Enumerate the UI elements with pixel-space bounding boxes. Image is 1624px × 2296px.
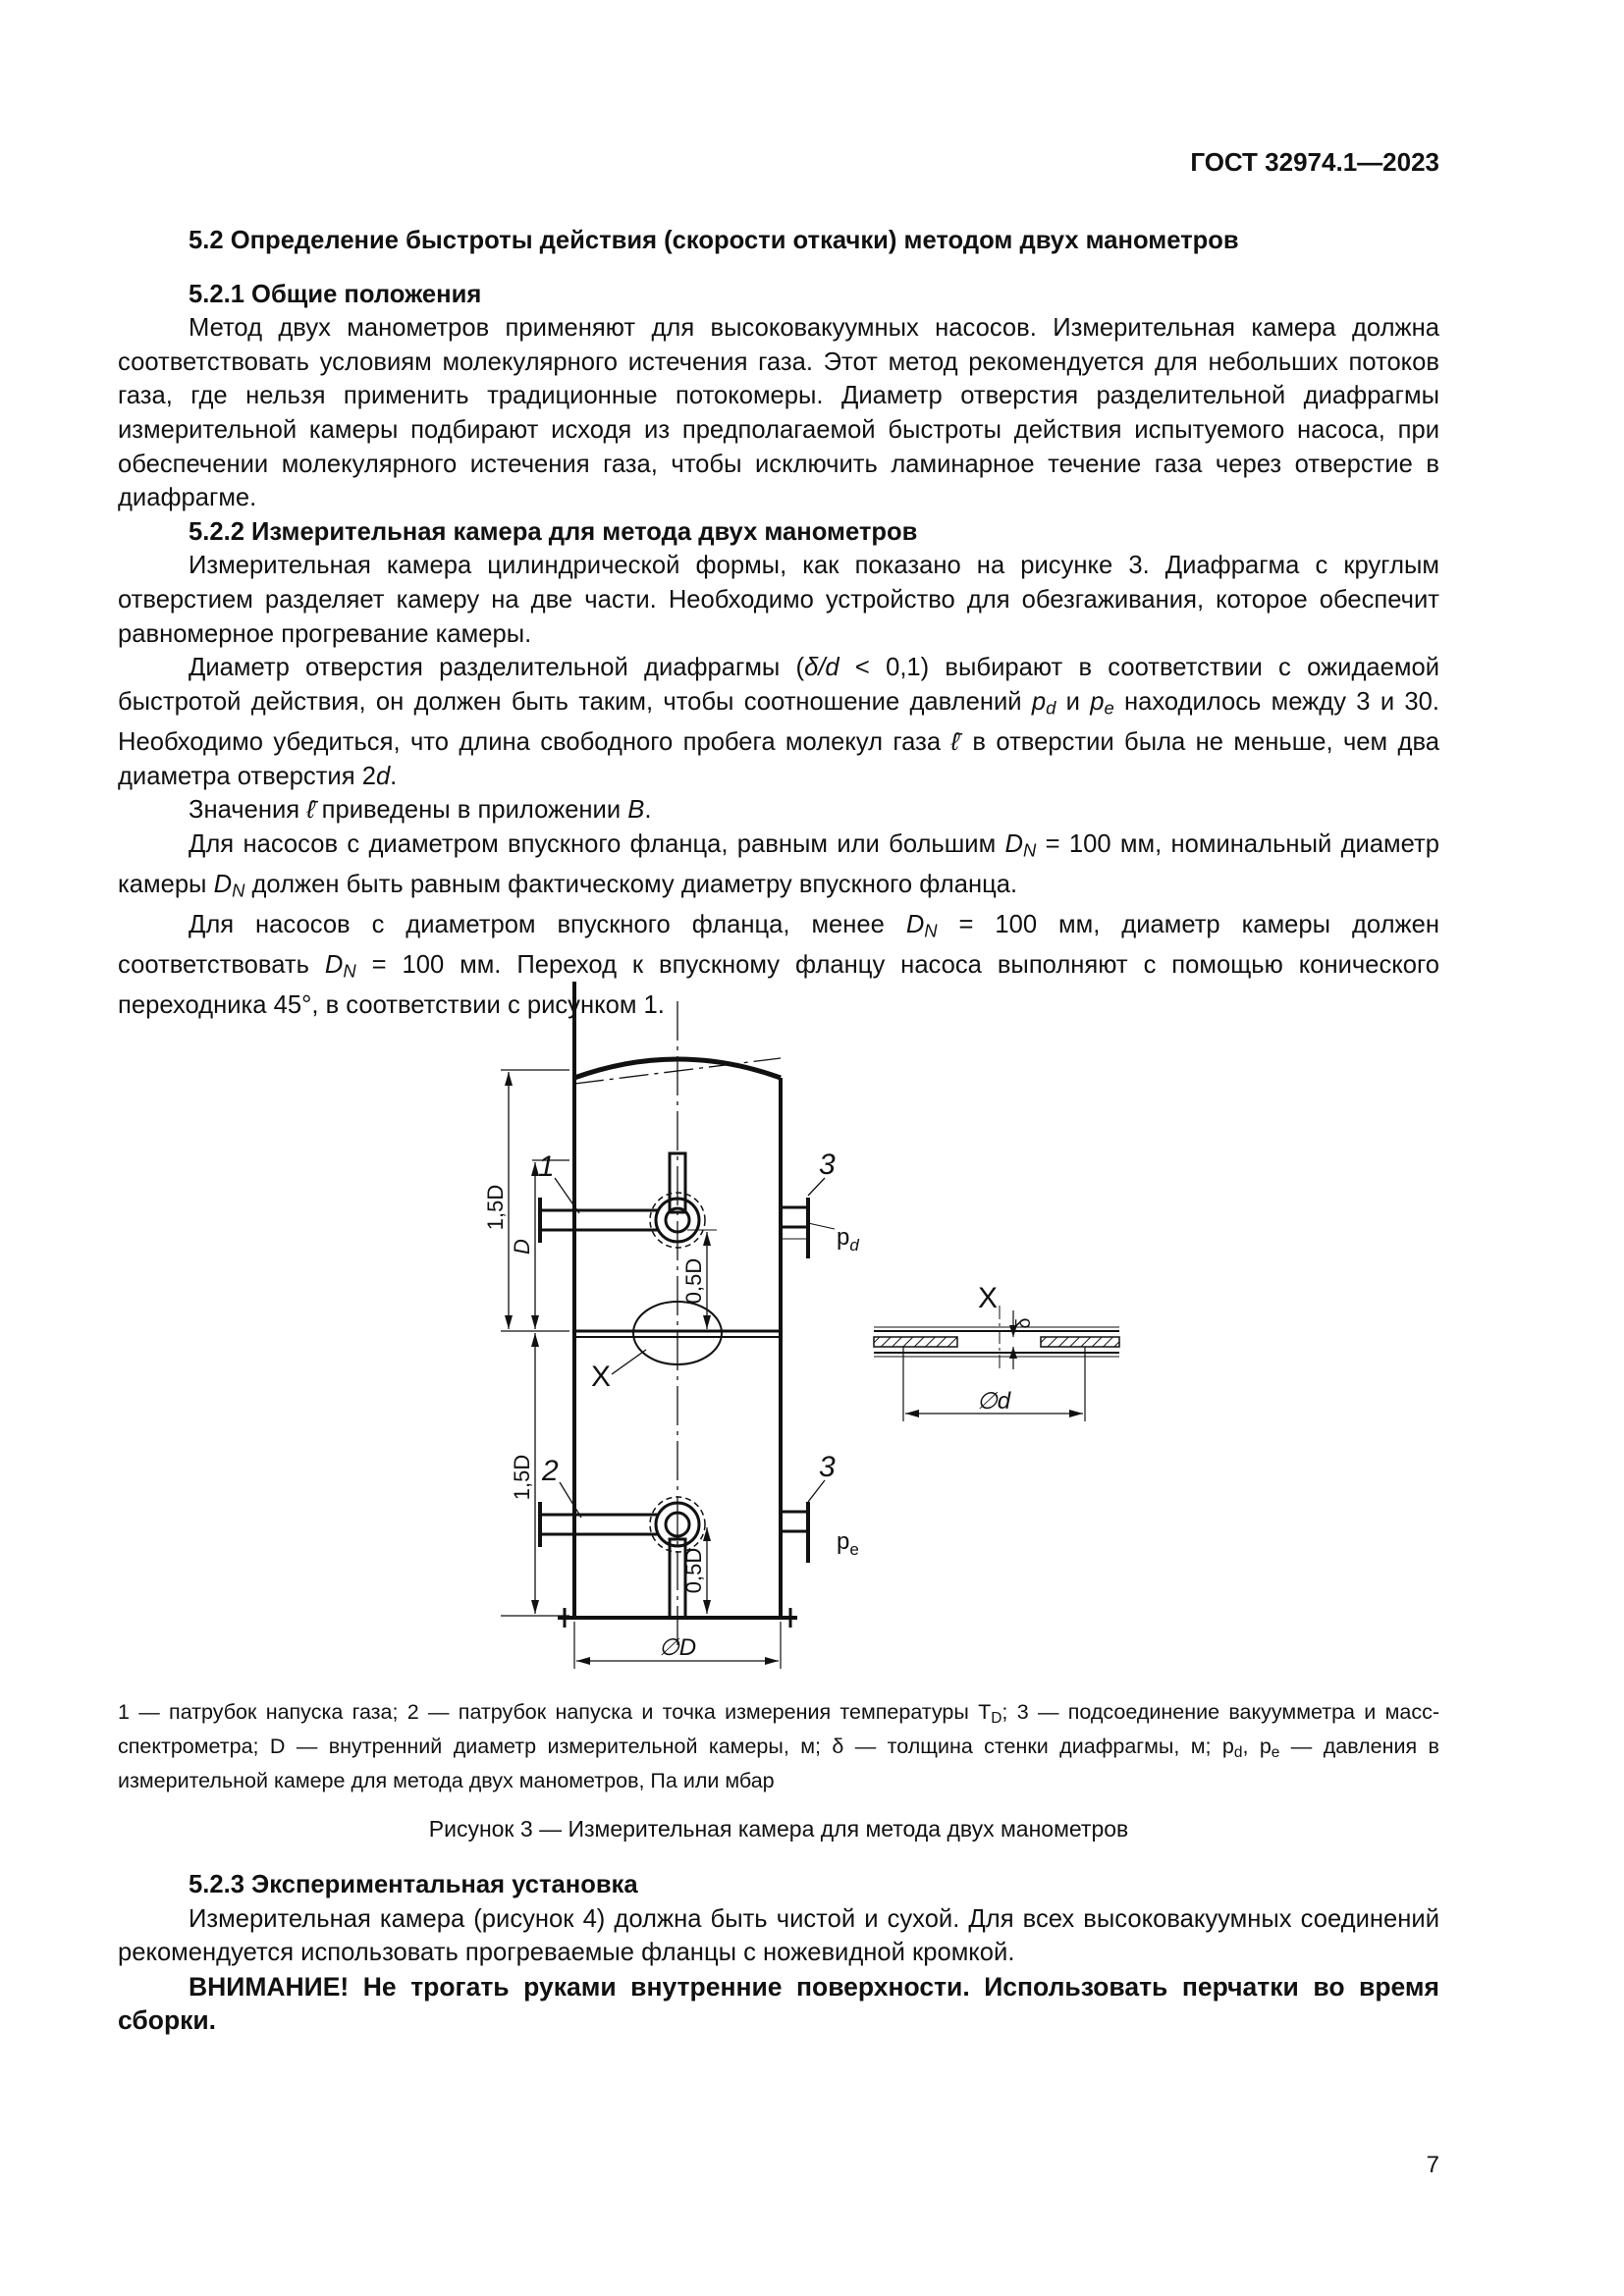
figure-3-drawing	[412, 982, 1178, 1688]
label-2: 2	[542, 1455, 559, 1487]
label-dim-15D-top: 1,5D	[483, 1184, 508, 1231]
subsection-title-5-2-2: 5.2.2 Измерительная камера для метода двух манометров	[189, 517, 918, 546]
figure-legend: 1 — патрубок напуска газа; 2 — патрубок напуска и точка измерения температуры $T_D$; 3 — подсоединение вакуумметра и масс-спектрометра; D — внутренний диаметр измерительной камеры, м; δ — толщина стенки диафрагмы, м; $p_d$, $p_e$ — давления в измерительной камере для метода двух манометров, Па или мбар	[118, 1700, 1439, 1792]
label-3-top: 3	[819, 1148, 836, 1181]
standard-number: ГОСТ 32974.1—2023	[1190, 147, 1439, 177]
paragraph-chamber: Измерительная камера цилиндрической формы, как показано на рисунке 3. Диафрагма с круглым отверстием разделяет камеру на две части. Необходимо устройство для обезгаживания, которое обеспечит равномерное прогревание камеры.	[118, 552, 1439, 648]
port-3-lower	[781, 1512, 808, 1531]
paragraph-general: Метод двух манометров применяют для высоковакуумных насосов. Измерительная камера должна соответствовать условиям молекулярного истечения газа. Этот метод рекомендуется для небольших потоков газа, где нельзя применить традиционные потокомеры. Диаметр отверстия разделительной диафрагмы измерительной камеры подбирают исходя из предполагаемой быстроты действия испытуемого насоса, при обеспечении молекулярного истечения газа, чтобы исключить ламинарное течение газа через отверстие в диафрагме.	[118, 314, 1439, 512]
main-text-continued	[118, 1868, 1439, 2038]
label-1: 1	[538, 1150, 555, 1183]
paragraph-diaphragm: Диаметр отверстия разделительной диафрагмы (δ/d < 0,1) выбирают в соответствии с ожидаемой быстротой действия, он должен быть таким, чтобы соотношение давлений $p_d$ и $p_e$ находилось между 3 и 30. Необходимо убедиться, что длина свободного пробега молекул газа ℓ̄ в отверстии была не меньше, чем два диаметра отверстия 2d.	[118, 654, 1439, 790]
main-text	[118, 224, 1439, 1023]
label-dim-05D-bottom: 0,5D	[681, 1547, 706, 1594]
figure-labels	[483, 1148, 1035, 1661]
subsection-title-5-2-1: 5.2.1 Общие положения	[189, 280, 482, 308]
page-number: 7	[1426, 2152, 1439, 2178]
label-dim-15D-bottom: 1,5D	[510, 1454, 534, 1501]
subsection-title-5-2-3: 5.2.3 Экспериментальная установка	[189, 1871, 638, 1898]
label-phi-d: ∅d	[976, 1388, 1011, 1415]
figure-caption: Рисунок 3 — Измерительная камера для метода двух манометров	[428, 1816, 1129, 1842]
paragraph-large-flange: Для насосов с диаметром впускного фланца, равным или большим $D_N = 100$ мм, номинальный диаметр камеры $D_N$ должен быть равным фактическому диаметру впускного фланца.	[118, 829, 1439, 901]
detail-x-plate-right	[1041, 1337, 1119, 1347]
label-dim-phiD: ∅D	[658, 1634, 697, 1661]
section-title: 5.2 Определение быстроты действия (скорости откачки) методом двух манометров	[189, 227, 1239, 254]
label-dim-05D-top: 0,5D	[681, 1257, 706, 1305]
detail-x-plate-left	[874, 1337, 957, 1347]
port-3-upper	[781, 1207, 808, 1227]
paragraph-setup: Измерительная камера (рисунок 4) должна быть чистой и сухой. Для всех высоковакуумных соединений рекомендуется использовать прогреваемые фланцы с ножевидной кромкой.	[118, 1904, 1439, 1967]
label-x-detail: X	[978, 1282, 999, 1314]
label-x-main: X	[591, 1361, 612, 1393]
label-pd: $p_d$	[837, 1224, 859, 1255]
label-delta: δ	[1013, 1317, 1035, 1329]
label-pe: $p_e$	[837, 1528, 859, 1559]
paragraph-small-flange: Для насосов с диаметром впускного фланца, менее $D_N = 100$ мм, диаметр камеры должен соответствовать $D_N = 100$ мм. Переход к впускному фланцу насоса выполняют с помощью конического переходника 45°, в соответствии с рисунком 1.	[118, 911, 1439, 1020]
paragraph-mean-free-path: Значения ℓ̄ приведены в приложении В.	[189, 796, 652, 825]
warning-text: ВНИМАНИЕ! Не трогать руками внутренние поверхности. Использовать перчатки во время сборки.	[118, 1971, 1439, 2036]
label-dim-D: D	[510, 1239, 534, 1255]
label-3-bottom: 3	[819, 1451, 836, 1483]
